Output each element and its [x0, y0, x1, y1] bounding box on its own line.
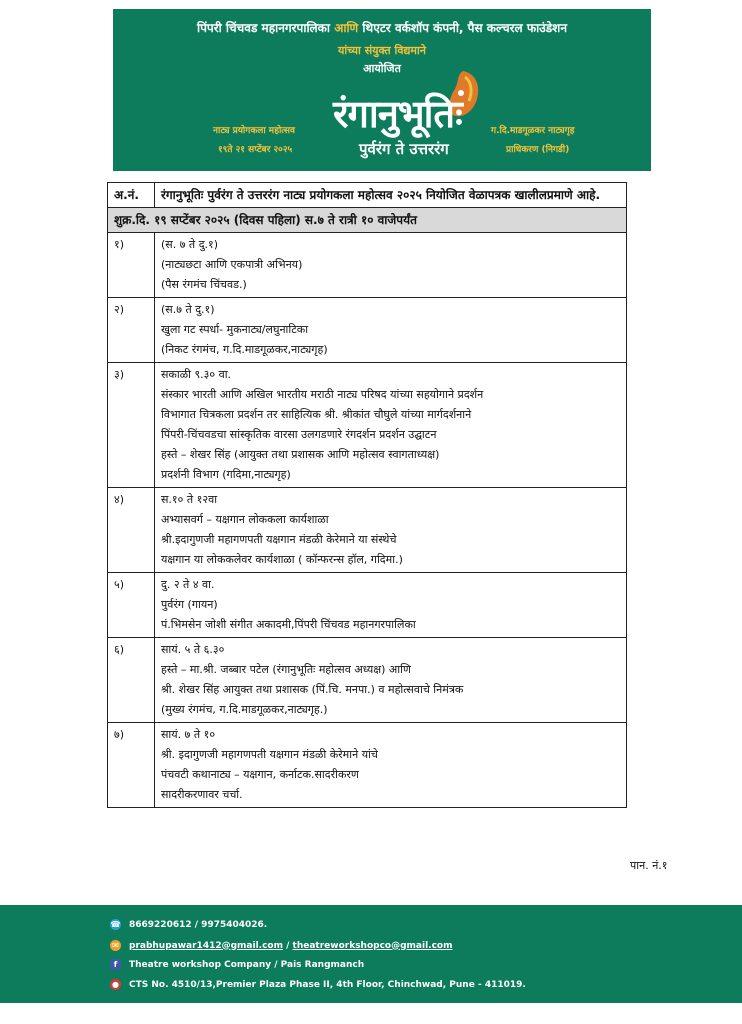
detail-line: यक्षगान या लोककलेवर कार्यशाळा ( कॉन्फरन्स हॉल, गदिमा.) — [161, 553, 403, 566]
detail-line: (स.७ ते दु.१) — [161, 303, 215, 316]
schedule-row — [108, 363, 627, 488]
detail-line: पं.भिमसेन जोशी संगीत अकादमी,पिंपरी चिंचवड महानगरपालिका — [161, 618, 416, 631]
detail-line: (नाट्यछटा आणि एकपात्री अभिनय) — [161, 258, 303, 271]
detail-line: प्रदर्शनी विभाग (गदिमा,नाट्यगृह) — [161, 468, 291, 481]
day-title: शुक्र.दि. १९ सप्टेंबर २०२५ (दिवस पहिला) स.७ ते रात्री १० वाजेपर्यंत — [108, 208, 627, 233]
organizer-1: पिंपरी चिंचवड महानगरपालिका — [196, 21, 335, 35]
row-details — [155, 638, 627, 723]
row-number: ६) — [108, 638, 155, 723]
detail-line: (मुख्य रंगमंच, ग.दि.माडगूळकर,नाट्यगृह.) — [161, 703, 328, 716]
detail-line: दु. २ ते ४ वा. — [161, 578, 215, 591]
schedule-row — [108, 488, 627, 573]
header-banner — [113, 9, 651, 171]
table-header-row — [108, 183, 627, 208]
detail-line: विभागात चित्रकला प्रदर्शन तर साहित्यिक श्री. श्रीकांत चौघुले यांच्या मार्गदर्शनाने — [161, 408, 472, 421]
festival-tagline: पुर्वरंग ते उत्तररंग — [359, 140, 449, 158]
organizers-line — [113, 19, 651, 36]
row-details — [155, 363, 627, 488]
schedule-row — [108, 298, 627, 363]
festival-logo: रंगानुभूतिः — [333, 91, 462, 136]
row-details — [155, 573, 627, 638]
detail-line: (स. ७ ते दु.१) — [161, 238, 219, 251]
detail-line: श्री.इदागुणजी महागणपती यक्षगान मंडळी केरेमाने या संस्थेचे — [161, 533, 397, 546]
row-number: ४) — [108, 488, 155, 573]
schedule-row — [108, 573, 627, 638]
col-no-header: अ.नं. — [108, 183, 155, 208]
detail-line: (पैस रंगमंच चिंचवड.) — [161, 278, 247, 291]
row-number: ३) — [108, 363, 155, 488]
footer-address-row — [110, 979, 526, 990]
organized-line: आयोजित — [363, 62, 401, 75]
detail-line: पंचवटी कथानाट्य – यक्षगान, कर्नाटक.सादरीकरण — [161, 768, 359, 781]
detail-line: सकाळी ९.३० वा. — [161, 368, 232, 381]
footer — [0, 905, 742, 1003]
email-separator: / — [282, 940, 293, 951]
phone-numbers: 8669220612 / 9975404026. — [129, 919, 268, 930]
detail-line: स.१० ते १२वा — [161, 493, 218, 506]
festival-dates: १९ते २१ सप्टेंबर २०२५ — [218, 145, 293, 155]
table-title: रंगानुभूतिः पुर्वरंग ते उत्तररंग नाट्य प्रयोगकला महोत्सव २०२५ नियोजित वेळापत्रक खालीलप्रमाणे आहे. — [155, 183, 627, 208]
footer-facebook-row — [110, 959, 364, 970]
venue-area: प्राधिकरण (निगडी) — [506, 145, 570, 155]
row-details — [155, 723, 627, 808]
detail-line: (निकट रंगमंच, ग.दि.माडगूळकर,नाट्यगृह) — [161, 343, 328, 356]
facebook-page[interactable]: Theatre workshop Company / Pais Rangmanch — [129, 959, 365, 970]
row-details — [155, 488, 627, 573]
row-number: १) — [108, 233, 155, 298]
row-number: २) — [108, 298, 155, 363]
row-details — [155, 298, 627, 363]
schedule-row — [108, 723, 627, 808]
detail-line: अभ्यासवर्ग – यक्षगान लोककला कार्यशाळा — [161, 513, 329, 526]
phone-icon: ☎ — [110, 920, 121, 929]
schedule-row — [108, 233, 627, 298]
footer-phone-row — [110, 919, 267, 930]
detail-line: हस्ते – शेखर सिंह (आयुक्त तथा प्रशासक आणि महोत्सव स्वागताध्यक्ष) — [161, 448, 440, 461]
organizer-and: आणि — [334, 21, 359, 35]
location-icon: ● — [110, 979, 121, 990]
detail-line: सायं. ५ ते ६.३० — [161, 643, 225, 656]
festival-type: नाट्य प्रयोगकला महोत्सव — [213, 126, 295, 136]
detail-line: श्री. शेखर सिंह आयुक्त तथा प्रशासक (पिं.चि. मनपा.) व महोत्सवाचे निमंत्रक — [161, 683, 464, 696]
detail-line: हस्ते – मा.श्री. जब्बार पटेल (रंगानुभूतिः महोत्सव अध्यक्ष) आणि — [161, 663, 411, 676]
venue-name: ग.दि.माडगूळकर नाट्यगृह — [491, 126, 575, 136]
detail-line: श्री. इदागुणजी महागणपती यक्षगान मंडळी केरेमाने यांचे — [161, 748, 378, 761]
address: CTS No. 4510/13,Premier Plaza Phase II, 4th Floor, Chinchwad, Pune - 411019. — [129, 979, 526, 990]
organizer-2: थिएटर वर्कशॉप कंपनी, पैस कल्चरल फाउंडेशन — [358, 21, 568, 35]
row-number: ५) — [108, 573, 155, 638]
detail-line: पिंपरी-चिंचवडचा सांस्कृतिक वारसा उलगडणारे रंगदर्शन प्रदर्शन उद्घाटन — [161, 428, 437, 441]
day-row — [108, 208, 627, 233]
footer-email-row — [110, 940, 453, 951]
email-link-1[interactable]: prabhupawar1412@gmail.com — [129, 940, 283, 951]
schedule-table — [107, 182, 627, 808]
schedule-row — [108, 638, 627, 723]
detail-line: संस्कार भारती आणि अखिल भारतीय मराठी नाट्य परिषद यांच्या सहयोगाने प्रदर्शन — [161, 388, 484, 401]
page-number: पान. नं.१ — [630, 859, 668, 872]
row-number: ७) — [108, 723, 155, 808]
joint-line: यांच्या संयुक्त विद्यमाने — [338, 44, 426, 57]
row-details — [155, 233, 627, 298]
detail-line: खुला गट स्पर्धा- मुकनाट्य/लघुनाटिका — [161, 323, 309, 336]
email-icon: ✉ — [110, 940, 121, 951]
facebook-icon: f — [110, 959, 121, 970]
email-link-2[interactable]: theatreworkshopco@gmail.com — [292, 940, 453, 951]
detail-line: सायं. ७ ते १० — [161, 728, 216, 741]
detail-line: पुर्वरंग (गायन) — [161, 598, 218, 611]
detail-line: सादरीकरणावर चर्चा. — [161, 788, 243, 801]
schedule-rows — [108, 233, 627, 808]
